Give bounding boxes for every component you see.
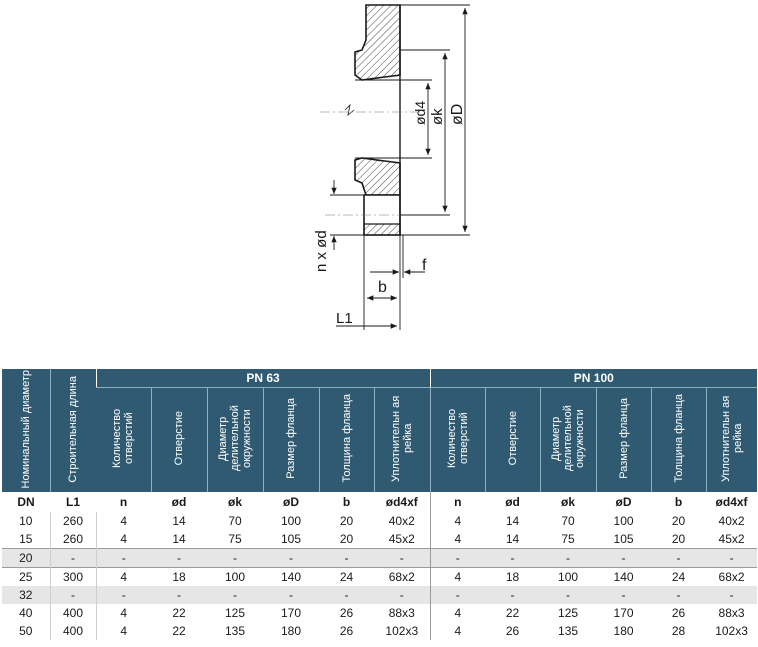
col-n-100: Количество отверстий (430, 388, 485, 493)
table-cell: - (96, 586, 151, 604)
table-row (2, 568, 757, 587)
table-cell: - (596, 549, 651, 568)
col-D-63: Размер фланца (263, 388, 319, 493)
table-cell: - (540, 586, 596, 604)
table-cell: 300 (50, 568, 96, 587)
table-cell: - (485, 549, 540, 568)
symbol-cell: øD (283, 495, 299, 509)
symbol-cell: b (674, 495, 683, 509)
table-cell: - (151, 549, 207, 568)
table-cell: 4 (96, 530, 151, 549)
table-cell: - (207, 586, 263, 604)
table-cell: 26 (505, 624, 520, 638)
symbol-cell: n (430, 492, 485, 512)
table-cell: 20 (339, 532, 354, 546)
table-cell: - (596, 586, 651, 604)
flange-section (320, 5, 420, 235)
table-row (2, 586, 757, 604)
table-cell: 68x2 (374, 568, 430, 587)
table-cell: 18 (485, 568, 540, 587)
label-L1: L1 (336, 310, 353, 327)
label-b: b (378, 279, 387, 296)
table-cell: 4 (96, 512, 151, 530)
table-cell: 10 (19, 514, 33, 528)
symbol-cell: DN (17, 495, 35, 509)
table-cell: - (374, 549, 430, 568)
table-row (2, 622, 757, 640)
table-cell: 40x2 (388, 514, 415, 528)
table-cell: 102x3 (385, 624, 419, 638)
table-cell: - (50, 586, 96, 604)
symbol-cell: n (119, 495, 128, 509)
table-cell: - (651, 586, 706, 604)
table-cell: 14 (172, 532, 186, 546)
table-cell: 100 (613, 514, 634, 528)
table-cell: - (540, 549, 596, 568)
table-cell: 14 (505, 532, 520, 546)
table-cell: 400 (50, 622, 96, 640)
symbol-row (2, 492, 757, 512)
symbol-cell: øD (615, 495, 632, 509)
header-column-row (2, 388, 757, 493)
table-cell: 18 (151, 568, 207, 587)
col-k-63: Диаметр делительной окружности (207, 388, 263, 493)
table-cell: 50 (19, 624, 33, 638)
table-cell: 88x3 (388, 606, 415, 620)
table-cell: 20 (671, 532, 686, 546)
table-cell: 100 (280, 514, 302, 528)
table-cell: 28 (671, 624, 686, 638)
table-cell: - (263, 549, 319, 568)
table-cell: - (706, 549, 757, 568)
symbol-cell: ød (505, 495, 520, 509)
table-cell: 4 (96, 622, 151, 640)
symbol-cell: ød (171, 495, 187, 509)
table-cell: 22 (172, 624, 186, 638)
label-d4: ød4 (412, 100, 428, 125)
table-cell: 180 (613, 624, 634, 638)
table-cell: - (151, 586, 207, 604)
table-cell: 20 (671, 514, 686, 528)
header-dn: Номинальный диаметр (2, 369, 50, 492)
col-k-100: Диаметр делительной окружности (540, 388, 596, 493)
col-seal-100: Уплотнительн ая рейка (706, 388, 757, 493)
table-cell: 26 (339, 606, 354, 620)
label-k: øk (429, 108, 446, 125)
table-cell: 135 (558, 624, 579, 638)
table-cell: 70 (228, 514, 242, 528)
symbol-cell: ød4xf (385, 495, 418, 509)
table-cell: 4 (430, 622, 485, 640)
table-cell: 125 (224, 606, 246, 620)
table-cell: 45x2 (388, 532, 415, 546)
col-d-100: Отверстие (485, 388, 540, 493)
table-cell: 45x2 (718, 532, 745, 546)
header-group-row (2, 369, 757, 388)
table-cell: 140 (263, 568, 319, 587)
table-cell: 105 (280, 532, 302, 546)
table-cell: 140 (596, 568, 651, 587)
symbol-cell: b (342, 495, 351, 509)
col-d-63: Отверстие (151, 388, 207, 493)
header-l1: Строительная длина (50, 369, 96, 492)
table-cell: 105 (613, 532, 634, 546)
table-cell: 170 (280, 606, 302, 620)
table-cell: 14 (505, 514, 520, 528)
table-cell: 22 (172, 606, 186, 620)
table-cell: 26 (339, 624, 354, 638)
symbol-cell: ød4xf (715, 495, 748, 509)
table-cell: - (207, 549, 263, 568)
table-cell: - (374, 586, 430, 604)
table-cell: 75 (228, 532, 242, 546)
table-row (2, 549, 757, 568)
table-cell: 32 (2, 586, 50, 604)
table-cell: 260 (50, 512, 96, 530)
table-cell: 40x2 (718, 514, 745, 528)
col-n-63: Количество отверстий (96, 388, 151, 493)
table-cell: - (430, 549, 485, 568)
table-cell: - (96, 549, 151, 568)
table-cell: 25 (2, 568, 50, 587)
table-cell: 68x2 (706, 568, 757, 587)
table-cell: 102x3 (715, 624, 748, 638)
flange-spec-table (2, 369, 757, 640)
group-pn63: PN 63 (96, 369, 430, 388)
table-cell: - (485, 586, 540, 604)
table-row (2, 604, 757, 622)
table-cell: 260 (50, 530, 96, 549)
table-cell: - (651, 549, 706, 568)
table-cell: 180 (280, 624, 302, 638)
table-cell: 170 (613, 606, 634, 620)
table-cell: 135 (224, 624, 246, 638)
label-D: øD (449, 103, 466, 125)
table-cell: - (319, 586, 374, 604)
table-cell: 14 (172, 514, 186, 528)
col-b-100: Толщина фланца (651, 388, 706, 493)
col-seal-63: Уплотнительн ая рейка (374, 388, 430, 493)
table-cell: 4 (96, 568, 151, 587)
table-cell: - (263, 586, 319, 604)
table-cell: 125 (558, 606, 579, 620)
table-row (2, 530, 757, 549)
table-cell: 24 (651, 568, 706, 587)
table-cell: 40 (19, 606, 33, 620)
label-f: f (422, 257, 427, 274)
symbol-cell: øk (561, 495, 576, 509)
table-cell: 88x3 (718, 606, 745, 620)
table-cell: 4 (430, 568, 485, 587)
table-cell: 26 (671, 606, 686, 620)
symbol-cell: øk (227, 495, 242, 509)
symbol-cell: L1 (65, 495, 80, 509)
table-cell: 4 (96, 604, 151, 622)
col-b-63: Толщина фланца (319, 388, 374, 493)
table-cell: 20 (339, 514, 354, 528)
table-cell: 100 (540, 568, 596, 587)
table-cell: - (706, 586, 757, 604)
table-cell: - (50, 549, 96, 568)
table-cell: 400 (50, 604, 96, 622)
table-row (2, 512, 757, 530)
table-cell: 15 (19, 532, 33, 546)
group-pn100: PN 100 (430, 369, 757, 388)
table-cell: 75 (561, 532, 575, 546)
table-cell: 70 (561, 514, 575, 528)
table-cell: 22 (505, 606, 520, 620)
table-cell: 4 (430, 512, 485, 530)
table-cell: - (430, 586, 485, 604)
label-nxd: n x ød (313, 230, 330, 272)
table-cell: 4 (430, 604, 485, 622)
table-cell: 20 (2, 549, 50, 568)
table-body (2, 492, 757, 640)
table-cell: 4 (430, 530, 485, 549)
col-D-100: Размер фланца (596, 388, 651, 493)
table-cell: 24 (319, 568, 374, 587)
table-cell: - (319, 549, 374, 568)
table-cell: 100 (207, 568, 263, 587)
